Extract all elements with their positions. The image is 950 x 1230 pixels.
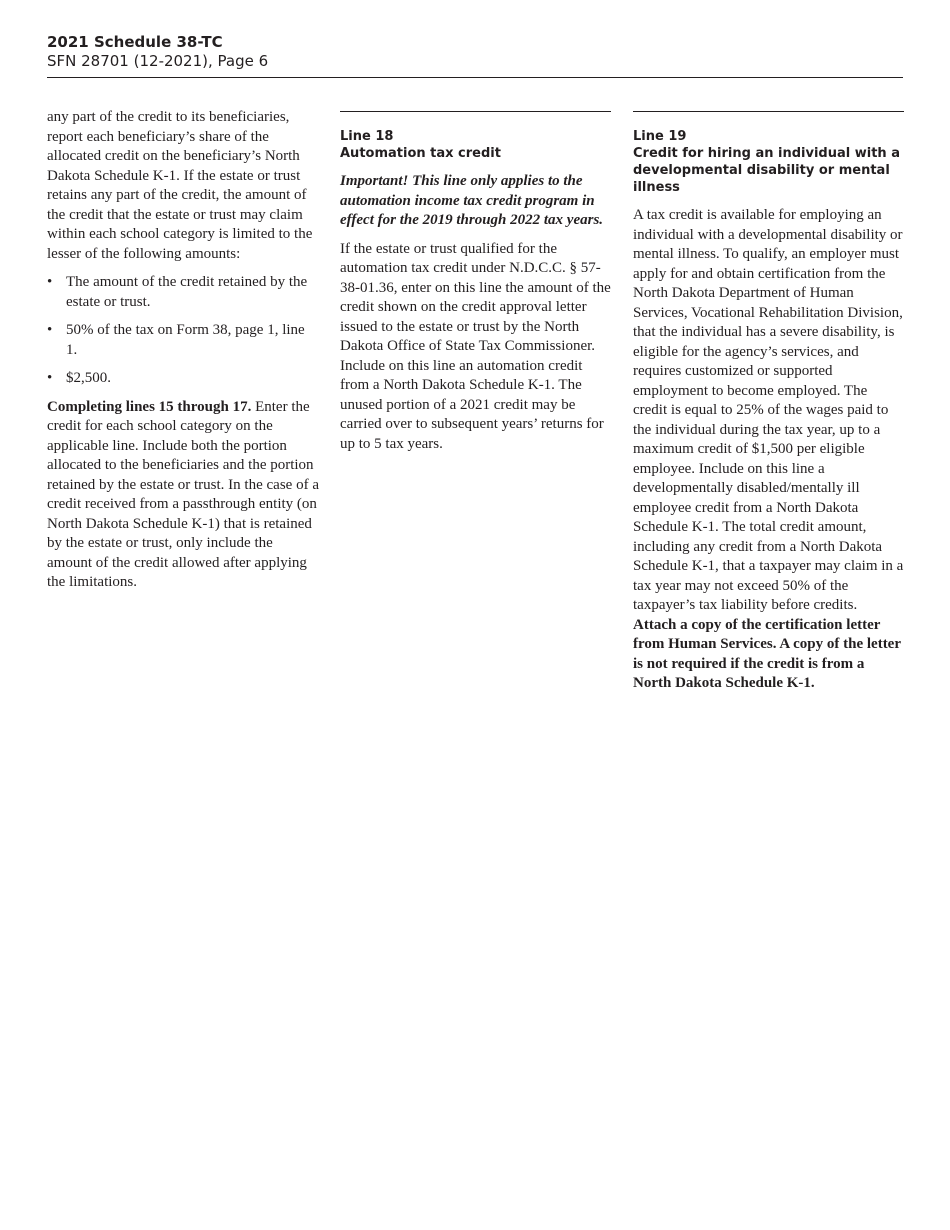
column-1 <box>47 108 319 602</box>
form-subtitle: SFN 28701 (12-2021), Page 6 <box>47 52 269 70</box>
bullet-icon: • <box>47 322 53 338</box>
line-18-body: If the estate or trust qualified for the automation tax credit under N.D.C.C. § 57-38-01.36, enter on this line the amount of the credit shown on the credit approval letter issued to the estate or trust by the North Dakota Office of State Tax Commissioner. Include on this line an automation credit from a North Dakota Schedule K-1. The unused portion of a 2021 credit may be carried over to subsequent years’ returns for up to 5 tax years. <box>340 240 611 452</box>
list-item <box>47 369 319 389</box>
completing-lines-paragraph <box>47 398 319 593</box>
completing-lines-body: Enter the credit for each school category on the applicable line. Include both the portion allocated to the beneficiaries and the portion retained by the estate or trust. In the case of a credit received from a passthrough entity (on North Dakota Schedule K-1) that is retained by the estate or trust, only include the amount of the credit allowed after applying the limitations. <box>47 398 319 590</box>
line-19-title: Credit for hiring an individual with a developmental disability or mental illness <box>633 146 900 195</box>
section-divider <box>340 111 611 112</box>
line-19-body: A tax credit is available for employing an individual with a developmental disability or mental illness. To qualify, an employer must apply for and obtain certification from the North Dakota Department of Human Services, Vocational Rehabilitation Division, that the individual has a severe disability, is eligible for the agency’s services, and requires customized or supported employment to become employed. The credit is equal to 25% of the wages paid to the individual during the tax year, up to a maximum credit of $1,500 per eligible employee. Include on this line a developmentally disabled/mentally ill employee credit from a North Dakota Schedule K-1. The total credit amount, including any credit from a North Dakota Schedule K-1, that a taxpayer may claim in a tax year may not exceed 50% of the taxpayer’s tax liability before credits. <box>633 207 904 613</box>
bullet-icon: • <box>47 274 53 290</box>
line-19-attach-note: Attach a copy of the certification letter from Human Services. A copy of the letter is not required if the credit is from a North Dakota Schedule K-1. <box>633 616 901 691</box>
list-item-text: The amount of the credit retained by the estate or trust. <box>66 274 308 310</box>
line-18-important-note: Important! This line only applies to the automation income tax credit program in effect for the 2019 through 2022 tax years. <box>340 173 604 228</box>
page-header <box>47 33 903 71</box>
list-item-text: $2,500. <box>66 370 111 386</box>
section-divider <box>633 111 904 112</box>
line-18-heading <box>340 128 611 162</box>
form-title: 2021 Schedule 38-TC <box>47 33 223 51</box>
column-3 <box>633 111 904 703</box>
header-divider <box>47 77 903 78</box>
bullet-icon: • <box>47 370 53 386</box>
line-19-label: Line 19 <box>633 129 687 144</box>
list-item <box>47 321 319 360</box>
line-18-label: Line 18 <box>340 129 394 144</box>
list-item-text: 50% of the tax on Form 38, page 1, line 1. <box>66 322 305 358</box>
line-18-title: Automation tax credit <box>340 146 501 161</box>
beneficiary-intro-paragraph: any part of the credit to its beneficiaries, report each beneficiary’s share of the allocated credit on the beneficiary’s North Dakota Schedule K-1. If the estate or trust retains any part of the credit, the amount of the credit that the estate or trust may claim within each school category is limited to the lesser of the following amounts: <box>47 109 313 262</box>
line-19-heading <box>633 128 904 196</box>
credit-limit-list <box>47 273 319 389</box>
completing-lines-lead: Completing lines 15 through 17. <box>47 398 252 415</box>
column-2 <box>340 111 611 463</box>
line-19-paragraph <box>633 206 904 694</box>
list-item <box>47 273 319 312</box>
